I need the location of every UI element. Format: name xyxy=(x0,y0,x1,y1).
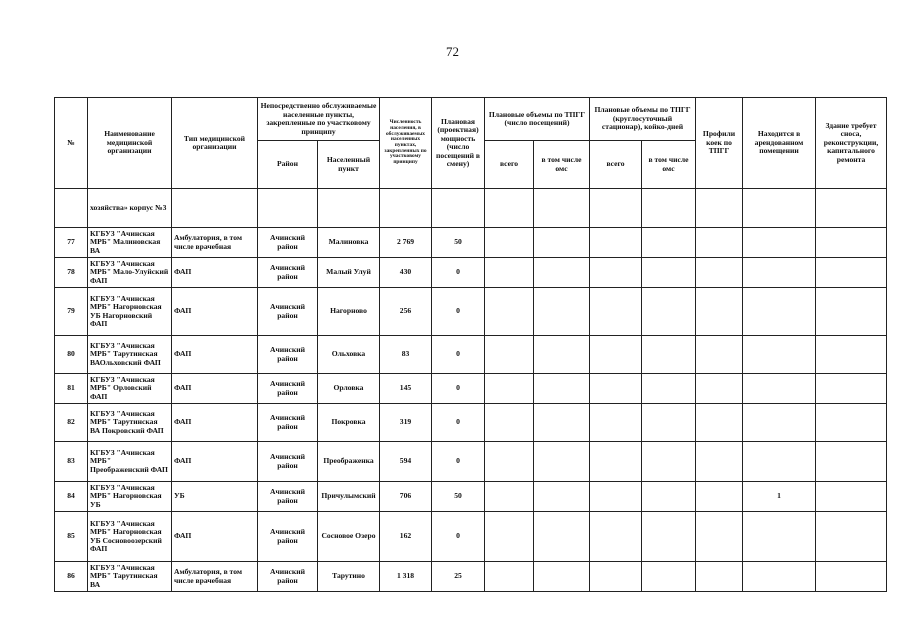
header-outpatient-group: Плановые объемы по ТПГГ (число посещений) xyxy=(485,98,590,141)
cell-outpatient-total xyxy=(485,562,534,592)
cell-repair xyxy=(816,442,887,482)
cell-outpatient-oms xyxy=(534,288,590,336)
cell-district: Ачинский район xyxy=(258,562,318,592)
cell-settlement: Малиновка xyxy=(318,228,380,258)
cell-bed-profile xyxy=(696,228,743,258)
cell-capacity: 0 xyxy=(432,258,485,288)
cell-repair xyxy=(816,482,887,512)
cell-org-type: ФАП xyxy=(172,374,258,404)
cell-org-type: ФАП xyxy=(172,258,258,288)
cell-district: Ачинский район xyxy=(258,288,318,336)
cell-outpatient-total xyxy=(485,404,534,442)
cell-population: 430 xyxy=(380,258,432,288)
cell-org-name: КГБУЗ "Ачинская МРБ" Мало-Улуйский ФАП xyxy=(88,258,172,288)
cell-population: 83 xyxy=(380,336,432,374)
header-inpatient-oms: в том числе омс xyxy=(642,141,696,189)
cell-bed-profile xyxy=(696,336,743,374)
cell-inpatient-oms xyxy=(642,512,696,562)
cell-rented xyxy=(743,404,816,442)
table-row xyxy=(55,258,887,288)
cell-capacity: 0 xyxy=(432,404,485,442)
cell-inpatient-total xyxy=(590,442,642,482)
cell-capacity: 0 xyxy=(432,336,485,374)
cell-num: 80 xyxy=(55,336,88,374)
cell-settlement: Ольховка xyxy=(318,336,380,374)
header-inpatient-group: Плановые объемы по ТПГГ (круглосуточный стационар), койко-дней xyxy=(590,98,696,141)
cell-bed-profile xyxy=(696,288,743,336)
cell-population: 162 xyxy=(380,512,432,562)
header-settlements-group: Непосредственно обслуживаемые населенные пункты, закрепленные по участковому принципу xyxy=(258,98,380,141)
header-outpatient-oms: в том числе омс xyxy=(534,141,590,189)
cell-org-type: Амбулатория, в том числе врачебная xyxy=(172,228,258,258)
cell-outpatient-total xyxy=(485,442,534,482)
header-capacity: Плановая (проектная) мощность (число посещений в смену) xyxy=(432,98,485,189)
cell-inpatient-oms xyxy=(642,288,696,336)
table-row xyxy=(55,288,887,336)
cell-district: Ачинский район xyxy=(258,258,318,288)
cell-outpatient-total xyxy=(485,374,534,404)
cell-district: Ачинский район xyxy=(258,512,318,562)
cell-settlement: Орловка xyxy=(318,374,380,404)
header-settlement: Населенный пункт xyxy=(318,141,380,189)
cell-outpatient-oms xyxy=(534,482,590,512)
cell-num: 86 xyxy=(55,562,88,592)
cell-settlement: Преображенка xyxy=(318,442,380,482)
cell-inpatient-oms xyxy=(642,482,696,512)
cell-org-name: КГБУЗ "Ачинская МРБ" Тарутинская ВАОльховский ФАП xyxy=(88,336,172,374)
cell-inpatient-total xyxy=(590,336,642,374)
cell-outpatient-oms xyxy=(534,442,590,482)
table-row xyxy=(55,374,887,404)
cell-num: 77 xyxy=(55,228,88,258)
cell-district: Ачинский район xyxy=(258,336,318,374)
cell-population: 319 xyxy=(380,404,432,442)
cell-org-name: КГБУЗ "Ачинская МРБ" Малиновская ВА xyxy=(88,228,172,258)
cell-inpatient-oms xyxy=(642,562,696,592)
cell-rented xyxy=(743,374,816,404)
table-row xyxy=(55,562,887,592)
table-row xyxy=(55,228,887,258)
cell-capacity: 25 xyxy=(432,562,485,592)
cell-settlement: Причулымский xyxy=(318,482,380,512)
table-row xyxy=(55,442,887,482)
header-rented: Находится в арендованном помещении xyxy=(743,98,816,189)
cell-inpatient-oms xyxy=(642,374,696,404)
table-row xyxy=(55,404,887,442)
cell-repair xyxy=(816,562,887,592)
cell-settlement: Малый Улуй xyxy=(318,258,380,288)
cell-district: Ачинский район xyxy=(258,482,318,512)
cell-district: Ачинский район xyxy=(258,228,318,258)
table-row xyxy=(55,512,887,562)
cell-num: 85 xyxy=(55,512,88,562)
cell-bed-profile xyxy=(696,442,743,482)
cell-org-name: КГБУЗ "Ачинская МРБ" Нагорновская УБ xyxy=(88,482,172,512)
cell-outpatient-total xyxy=(485,228,534,258)
cell-settlement: Сосновое Озеро xyxy=(318,512,380,562)
header-inpatient-total: всего xyxy=(590,141,642,189)
cell-org-name: КГБУЗ "Ачинская МРБ" Тарутинская ВА xyxy=(88,562,172,592)
cell-capacity: 50 xyxy=(432,482,485,512)
cell-num: 82 xyxy=(55,404,88,442)
cell-district: Ачинский район xyxy=(258,442,318,482)
cell-org-name: КГБУЗ "Ачинская МРБ" Преображенский ФАП xyxy=(88,442,172,482)
cell-outpatient-total xyxy=(485,336,534,374)
cell-district: Ачинский район xyxy=(258,374,318,404)
cell-org-name: КГБУЗ "Ачинская МРБ" Нагорновская УБ Сосновоозерский ФАП xyxy=(88,512,172,562)
cell-capacity: 0 xyxy=(432,374,485,404)
cell-num: 79 xyxy=(55,288,88,336)
cell-num: 78 xyxy=(55,258,88,288)
cell-outpatient-oms xyxy=(534,258,590,288)
cell-inpatient-oms xyxy=(642,258,696,288)
header-org-name: Наименование медицинской организации xyxy=(88,98,172,189)
header-outpatient-total: всего xyxy=(485,141,534,189)
cell-outpatient-total xyxy=(485,512,534,562)
cell-org-type: ФАП xyxy=(172,404,258,442)
header-num: № xyxy=(55,98,88,189)
cell-rented: 1 xyxy=(743,482,816,512)
cell-rented xyxy=(743,562,816,592)
cell-rented xyxy=(743,442,816,482)
cell-inpatient-total xyxy=(590,562,642,592)
cell-num: 83 xyxy=(55,442,88,482)
cell-inpatient-oms xyxy=(642,404,696,442)
cell-bed-profile xyxy=(696,374,743,404)
cell-outpatient-total xyxy=(485,482,534,512)
header-population: Численность населения, в обслуживаемых населенных пунктах, закрепленных по участковому принципу xyxy=(380,98,432,189)
cell-population: 594 xyxy=(380,442,432,482)
cell-repair xyxy=(816,258,887,288)
cell-num xyxy=(55,189,88,228)
cell-inpatient-total xyxy=(590,228,642,258)
cell-repair xyxy=(816,288,887,336)
cell-repair xyxy=(816,512,887,562)
cell-bed-profile xyxy=(696,258,743,288)
cell-org-name: КГБУЗ "Ачинская МРБ" Тарутинская ВА Покровский ФАП xyxy=(88,404,172,442)
cell-rented xyxy=(743,288,816,336)
cell-population: 2 769 xyxy=(380,228,432,258)
cell-outpatient-oms xyxy=(534,374,590,404)
header-org-type: Тип медицинской организации xyxy=(172,98,258,189)
cell-repair xyxy=(816,374,887,404)
table-row xyxy=(55,336,887,374)
cell-outpatient-oms xyxy=(534,228,590,258)
facilities-table xyxy=(54,97,887,592)
cell-inpatient-total xyxy=(590,512,642,562)
cell-org-type: ФАП xyxy=(172,288,258,336)
header-repair: Здание требует сноса, реконструкции, капитального ремонта xyxy=(816,98,887,189)
cell-population: 706 xyxy=(380,482,432,512)
cell-rented xyxy=(743,258,816,288)
cell-num: 84 xyxy=(55,482,88,512)
cell-num: 81 xyxy=(55,374,88,404)
cell-inpatient-total xyxy=(590,374,642,404)
cell-org-name: КГБУЗ "Ачинская МРБ" Орловский ФАП xyxy=(88,374,172,404)
cell-settlement: Тарутино xyxy=(318,562,380,592)
cell-outpatient-oms xyxy=(534,336,590,374)
table-row xyxy=(55,482,887,512)
cell-org-type: ФАП xyxy=(172,336,258,374)
cell-org-type: ФАП xyxy=(172,442,258,482)
cell-inpatient-oms xyxy=(642,228,696,258)
cell-org-type: Амбулатория, в том числе врачебная xyxy=(172,562,258,592)
cell-inpatient-total xyxy=(590,288,642,336)
cell-outpatient-oms xyxy=(534,562,590,592)
cell-settlement: Покровка xyxy=(318,404,380,442)
cell-repair xyxy=(816,336,887,374)
page-number: 72 xyxy=(446,44,459,59)
header-district: Район xyxy=(258,141,318,189)
cell-population: 145 xyxy=(380,374,432,404)
cell-outpatient-total xyxy=(485,288,534,336)
cell-inpatient-total xyxy=(590,404,642,442)
cell-outpatient-oms xyxy=(534,404,590,442)
cell-org-type: ФАП xyxy=(172,512,258,562)
cell-rented xyxy=(743,228,816,258)
cell-inpatient-oms xyxy=(642,336,696,374)
cell-repair xyxy=(816,404,887,442)
cell-capacity: 50 xyxy=(432,228,485,258)
cell-population: 1 318 xyxy=(380,562,432,592)
cell-outpatient-oms xyxy=(534,512,590,562)
cell-rented xyxy=(743,512,816,562)
cell-org-type: УБ xyxy=(172,482,258,512)
cell-bed-profile xyxy=(696,404,743,442)
cell-bed-profile xyxy=(696,512,743,562)
cell-bed-profile xyxy=(696,482,743,512)
cell-inpatient-total xyxy=(590,258,642,288)
cell-org-name: хозяйства» корпус №3 xyxy=(88,189,172,228)
cell-bed-profile xyxy=(696,562,743,592)
cell-capacity: 0 xyxy=(432,288,485,336)
cell-capacity: 0 xyxy=(432,442,485,482)
cell-capacity: 0 xyxy=(432,512,485,562)
cell-outpatient-total xyxy=(485,258,534,288)
header-bed-profile: Профили коек по ТПГГ xyxy=(696,98,743,189)
continuation-row xyxy=(55,189,887,228)
cell-district: Ачинский район xyxy=(258,404,318,442)
cell-org-name: КГБУЗ "Ачинская МРБ" Нагорновская УБ Нагорновский ФАП xyxy=(88,288,172,336)
cell-inpatient-total xyxy=(590,482,642,512)
cell-inpatient-oms xyxy=(642,442,696,482)
cell-rented xyxy=(743,336,816,374)
cell-repair xyxy=(816,228,887,258)
cell-population: 256 xyxy=(380,288,432,336)
cell-settlement: Нагорново xyxy=(318,288,380,336)
